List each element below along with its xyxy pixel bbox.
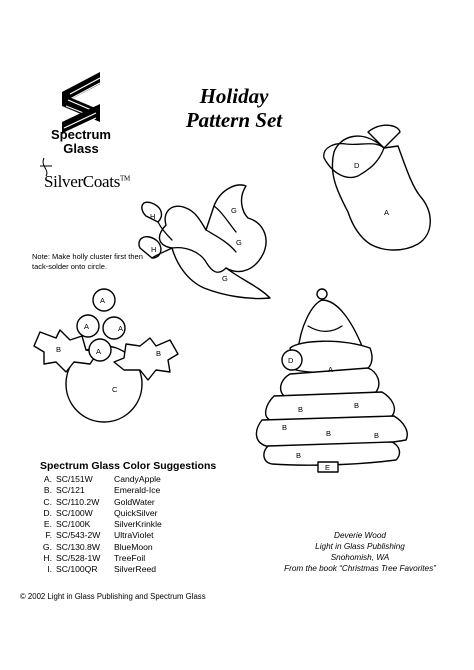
list-item [32,485,162,496]
tree-label: B [282,423,288,432]
tree-label: D [288,356,294,365]
tree-label: E [325,463,331,472]
item-name: BlueMoon [114,541,153,552]
item-name: GoldWater [114,496,155,507]
suggestions-list [32,474,162,576]
item-name: UltraViolet [114,530,154,541]
dove-label: G [236,238,242,247]
ornament-label: A [118,324,124,333]
item-letter: B. [43,485,52,496]
item-code: SC/528-1W [56,553,101,564]
item-letter: H. [43,553,52,564]
credit-location: Snohomish, WA [330,553,390,562]
item-name: SilverReed [114,564,157,575]
list-item [32,553,162,564]
item-code: SC/543-2W [56,530,101,541]
credit-author: Deverie Wood [334,531,386,540]
item-letter: I. [47,564,52,575]
credit-publisher: Light in Glass Publishing [315,542,405,551]
dove-label: G [231,206,237,215]
list-item [32,530,162,541]
holly-note: Note: Make holly cluster first then tack-solder onto circle. [32,252,143,271]
silvercoats-text: SilverCoats [44,172,121,191]
stocking-pattern [324,125,430,250]
item-code: SC/100K [56,519,91,530]
ornament-label: A [100,296,106,305]
logo-line1: Spectrum [51,127,111,142]
list-item [32,542,162,553]
item-name: SilverKrinkle [114,519,162,530]
tree-label: B [326,429,332,438]
credit-book: From the book “Christmas Tree Favorites” [284,564,436,573]
item-code: SC/130.8W [56,541,100,552]
credits [262,530,458,574]
title-line2: Pattern Set [185,108,283,132]
item-name: TreeFoil [114,553,146,564]
item-letter: C. [43,496,52,507]
item-letter: E. [43,519,52,530]
tree-label: B [374,431,380,440]
ornament-label: B [56,345,62,354]
item-code: SC/110.2W [56,496,100,507]
item-name: CandyApple [114,474,161,484]
ornament-label: C [112,385,118,394]
item-code: SC/100W [56,507,93,518]
list-item [32,519,162,530]
dove-pattern [139,185,270,299]
item-name: QuickSilver [114,507,158,518]
list-item [32,564,162,575]
item-code: SC/151W [56,474,93,484]
dove-label: H [150,212,156,221]
suggestions-heading: Spectrum Glass Color Suggestions [40,460,217,472]
item-letter: F. [45,530,52,541]
tree-pattern [256,289,407,472]
ornament-label: B [156,349,162,358]
item-code: SC/100QR [56,564,98,575]
item-name: Emerald-Ice [114,485,161,496]
dove-label: G [222,274,228,283]
logo-line2: Glass [63,141,99,156]
copyright: © 2002 Light in Glass Publishing and Spectrum Glass [20,592,206,601]
item-letter: G. [42,541,52,552]
list-item [32,474,162,485]
item-code: SC/121 [56,485,85,496]
item-letter: A. [43,474,52,484]
title-line1: Holiday [199,84,269,108]
tree-label: B [296,451,302,460]
list-item [32,508,162,519]
tree-label: B [354,401,360,410]
stocking-label: D [354,161,360,170]
list-item [32,497,162,508]
dove-label: H [151,245,157,254]
stocking-label: A [384,208,390,217]
trademark: TM [120,174,130,183]
ornament-label: A [96,347,102,356]
tree-label: A [328,365,334,374]
ornament-label: A [84,322,90,331]
item-letter: D. [43,507,52,518]
tree-label: B [298,405,304,414]
